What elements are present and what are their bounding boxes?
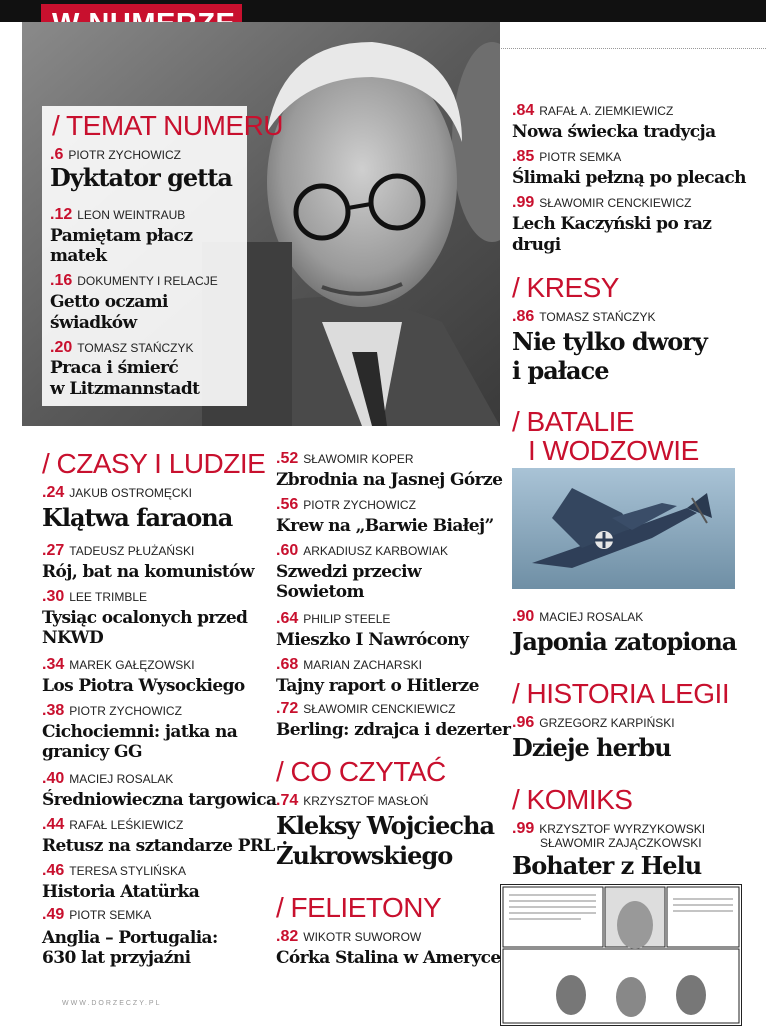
article-meta: .72 SŁAWOMIR CENCKIEWICZ [276, 700, 456, 717]
article-meta: .56 PIOTR ZYCHOWICZ [276, 496, 416, 513]
article-title-cont[interactable]: i pałace [512, 356, 609, 385]
article-meta: .52 SŁAWOMIR KOPER [276, 450, 414, 467]
article-title-cont[interactable]: NKWD [42, 628, 104, 648]
article-title-cont[interactable]: matek [50, 246, 107, 266]
article-title-cont[interactable]: drugi [512, 235, 561, 255]
article-meta: .90 MACIEJ ROSALAK [512, 608, 644, 625]
article-meta: .44 RAFAŁ LEŚKIEWICZ [42, 816, 184, 833]
section-heading-historia-legii: / HISTORIA LEGII [512, 678, 730, 709]
article-meta: .24 JAKUB OSTROMĘCKI [42, 484, 192, 501]
section-heading-batalie: / BATALIE [512, 406, 635, 437]
article-title[interactable]: Los Piotra Wysockiego [42, 676, 245, 696]
article-title-cont[interactable]: 630 lat przyjaźni [42, 948, 191, 968]
article-meta: .40 MACIEJ ROSALAK [42, 770, 174, 787]
article-meta: .46 TERESA STYLIŃSKA [42, 862, 186, 879]
article-title[interactable]: Japonia zatopiona [512, 627, 737, 656]
article-meta: .6 PIOTR ZYCHOWICZ [50, 146, 182, 163]
article-meta: .96 GRZEGORZ KARPIŃSKI [512, 714, 675, 731]
article-meta: .99 KRZYSZTOF WYRZYKOWSKI [512, 820, 706, 837]
warplane-photo [512, 468, 735, 589]
article-title-cont[interactable]: Żukrowskiego [276, 841, 453, 870]
article-title[interactable]: Historia Atatürka [42, 882, 200, 902]
comic-strip-preview [500, 884, 742, 1026]
section-heading-temat-numeru: / TEMAT NUMERU [52, 110, 284, 141]
article-title[interactable]: Szwedzi przeciw [276, 562, 422, 582]
section-heading-komiks: / KOMIKS [512, 784, 633, 815]
article-title[interactable]: Getto oczami [50, 292, 168, 312]
article-meta: .86 TOMASZ STAŃCZYK [512, 308, 656, 325]
article-meta: .49 PIOTR SEMKA [42, 906, 152, 923]
section-heading-co-czytac: / CO CZYTAĆ [276, 756, 446, 787]
article-title[interactable]: Córka Stalina w Ameryce [276, 948, 501, 968]
article-meta: .68 MARIAN ZACHARSKI [276, 656, 422, 673]
article-meta: .84 RAFAŁ A. ZIEMKIEWICZ [512, 102, 674, 119]
article-title[interactable]: Dzieje herbu [512, 733, 671, 762]
article-meta: .85 PIOTR SEMKA [512, 148, 622, 165]
article-title[interactable]: Anglia – Portugalia: [42, 928, 218, 948]
article-title[interactable]: Średniowieczna targowica [42, 790, 277, 810]
article-title[interactable]: Lech Kaczyński po raz [512, 214, 712, 234]
article-title[interactable]: Bohater z Helu [512, 851, 702, 880]
article-title[interactable]: Tysiąc ocalonych przed [42, 608, 248, 628]
article-meta: .38 PIOTR ZYCHOWICZ [42, 702, 182, 719]
article-title[interactable]: Tajny raport o Hitlerze [276, 676, 479, 696]
article-title[interactable]: Berling: zdrajca i dezerter [276, 720, 511, 740]
article-meta: .64 PHILIP STEELE [276, 610, 391, 627]
article-title[interactable]: Nowa świecka tradycja [512, 122, 716, 142]
article-title[interactable]: Ślimaki pełzną po plecach [512, 168, 746, 188]
article-title[interactable]: Praca i śmierć [50, 358, 179, 378]
article-title[interactable]: Nie tylko dwory [512, 327, 707, 356]
section-heading-felietony: / FELIETONY [276, 892, 442, 923]
article-meta: .27 TADEUSZ PŁUŻAŃSKI [42, 542, 195, 559]
article-meta: .12 LEON WEINTRAUB [50, 206, 186, 223]
article-title-cont[interactable]: granicy GG [42, 742, 142, 762]
article-meta: .20 TOMASZ STAŃCZYK [50, 339, 194, 356]
article-meta: .99 SŁAWOMIR CENCKIEWICZ [512, 194, 692, 211]
article-title-cont[interactable]: Sowietom [276, 582, 364, 602]
article-title[interactable]: Kleksy Wojciecha [276, 811, 494, 840]
article-title[interactable]: Mieszko I Nawrócony [276, 630, 469, 650]
article-meta: .34 MAREK GAŁĘZOWSKI [42, 656, 195, 673]
article-title-cont[interactable]: świadków [50, 313, 137, 333]
article-meta-cont: SŁAWOMIR ZAJĄCZKOWSKI [540, 836, 702, 850]
section-heading-batalie-cont: I WODZOWIE [528, 435, 699, 466]
article-meta: .30 LEE TRIMBLE [42, 588, 148, 605]
article-title[interactable]: Dyktator getta [50, 163, 232, 192]
article-title-cont[interactable]: w Litzmannstadt [50, 379, 200, 399]
footer-url[interactable]: WWW.DORZECZY.PL [62, 1000, 162, 1007]
article-meta: .82 WIKOTR SUWOROW [276, 928, 422, 945]
article-title[interactable]: Retusz na sztandarze PRL [42, 836, 275, 856]
section-heading-kresy: / KRESY [512, 272, 619, 303]
article-meta: .74 KRZYSZTOF MASŁOŃ [276, 792, 429, 809]
article-title[interactable]: Klątwa faraona [42, 503, 233, 532]
section-heading-czasy-i-ludzie: / CZASY I LUDZIE [42, 448, 266, 479]
article-title[interactable]: Zbrodnia na Jasnej Górze [276, 470, 503, 490]
article-meta: .60 ARKADIUSZ KARBOWIAK [276, 542, 448, 559]
article-title[interactable]: Krew na „Barwie Białej” [276, 516, 494, 536]
article-title[interactable]: Pamiętam płacz [50, 226, 193, 246]
article-title[interactable]: Rój, bat na komunistów [42, 562, 254, 582]
article-meta: .16 DOKUMENTY I RELACJE [50, 272, 218, 289]
article-title[interactable]: Cichociemni: jatka na [42, 722, 238, 742]
